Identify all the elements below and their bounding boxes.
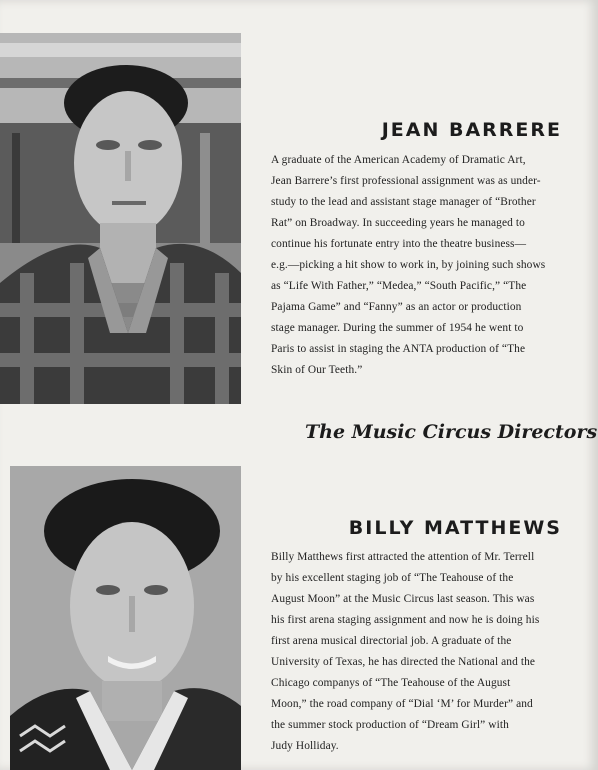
bio-line: e.g.—picking a hit show to work in, by joining such shows bbox=[271, 259, 546, 271]
bio-line: Billy Matthews first attracted the attention of Mr. Terrell bbox=[271, 551, 535, 563]
bio-line: Skin of Our Teeth.” bbox=[271, 364, 363, 376]
bio-paragraph-billy-matthews bbox=[271, 547, 566, 757]
bio-line: study to the lead and assistant stage manager of “Brother bbox=[271, 196, 536, 208]
bio-line: University of Texas, he has directed the National and the bbox=[271, 656, 536, 668]
bio-line: Chicago companys of “The Teahouse of the August bbox=[271, 677, 511, 689]
bio-line: Pajama Game” and “Fanny” as an actor or production bbox=[271, 301, 522, 313]
bio-line: Jean Barrere’s first professional assignment was as under- bbox=[271, 175, 541, 187]
name-heading-jean-barrere: JEAN BARRERE bbox=[381, 119, 562, 141]
bio-line: Judy Holliday. bbox=[271, 740, 339, 752]
bio-line: by his excellent staging job of “The Teahouse of the bbox=[271, 572, 514, 584]
bio-line: his first arena staging assignment and now he is doing his bbox=[271, 614, 540, 626]
bio-line: Moon,” the road company of “Dial ‘M’ for Murder” and bbox=[271, 698, 533, 710]
bio-line: Rat” on Broadway. In succeeding years he managed to bbox=[271, 217, 525, 229]
bio-line: stage manager. During the summer of 1954 he went to bbox=[271, 322, 524, 334]
bio-line: Paris to assist in staging the ANTA production of “The bbox=[271, 343, 526, 355]
portrait-photo-billy-matthews bbox=[10, 466, 241, 770]
bio-line: A graduate of the American Academy of Dramatic Art, bbox=[271, 154, 526, 166]
bio-line: continue his fortunate entry into the theatre business— bbox=[271, 238, 527, 250]
bio-line: the summer stock production of “Dream Girl” with bbox=[271, 719, 509, 731]
bio-line: first arena musical directorial job. A graduate of the bbox=[271, 635, 512, 647]
bio-line: as “Life With Father,” “Medea,” “South Pacific,” “The bbox=[271, 280, 527, 292]
bio-paragraph-jean-barrere bbox=[271, 150, 566, 381]
bio-line: August Moon” at the Music Circus last season. This was bbox=[271, 593, 535, 605]
portrait-photo-jean-barrere bbox=[0, 33, 241, 404]
section-heading: The Music Circus Directors bbox=[305, 421, 598, 443]
name-heading-billy-matthews: BILLY MATTHEWS bbox=[348, 517, 562, 539]
